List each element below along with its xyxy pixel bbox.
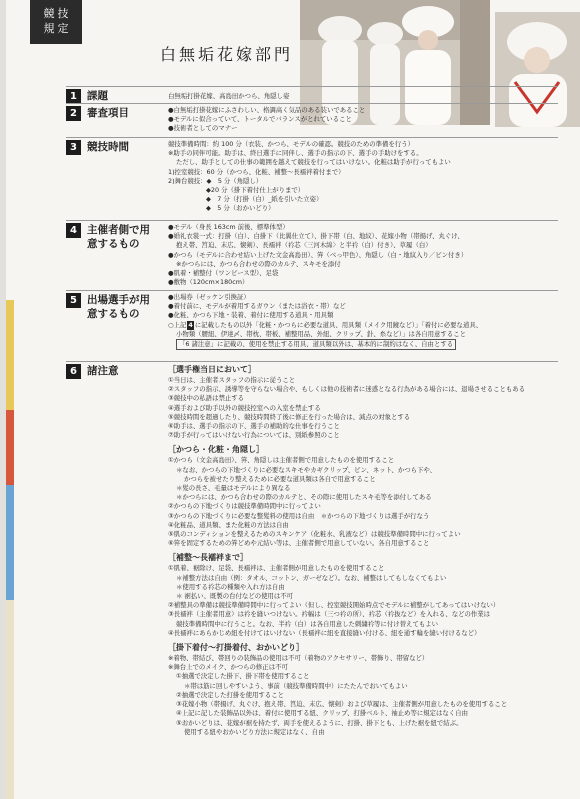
section-4-head bbox=[66, 223, 157, 251]
section-number: 6 bbox=[66, 364, 81, 379]
text-line: ●モデル（身長 163cm 前後、標準体型） bbox=[168, 223, 289, 231]
text-line: ※着物、帯結び、帯回りの装飾品の使用は不可（着物のアクセサリー、帯飾り、帯留など） bbox=[168, 654, 429, 663]
text-line: ③かつらの下地づくりに必要な整髪料の使用は自由 ＊かつらの下地づくりは選手が行なう bbox=[168, 511, 430, 520]
subsection-heading: ［かつら・化粧・角隠し］ bbox=[168, 445, 264, 455]
index-tab-blue bbox=[6, 485, 14, 600]
section-3-head bbox=[66, 140, 157, 155]
text-line: ②スタッフの指示、誘導等を守らない場合や、もしくは他の技術者に迷惑となる行為がある場合には、退場させることもある bbox=[168, 385, 526, 394]
index-tab-red bbox=[6, 410, 14, 485]
text-line: 1)控室競技：60 分（かつら、化粧、補整～長襦袢着付まで） bbox=[168, 167, 345, 176]
section-6-head bbox=[66, 364, 157, 379]
subsection-heading: ［補整～長襦袢まで］ bbox=[168, 553, 248, 563]
text-line: ④化粧品、道具類、また化粧の方法は自由 bbox=[168, 520, 289, 529]
page-title: 白無垢花嫁部門 bbox=[160, 45, 294, 64]
text-line: ●白無垢打掛花嫁にふさわしい、格調高く気品のある装いであること bbox=[168, 106, 366, 114]
text-line: ※舞台上でのメイク、かつらの修正は不可 bbox=[168, 663, 288, 672]
text-line: ＊かつらには、かつら合わせの際のカルテと、その際に使用したスキ毛等を添付してある bbox=[176, 493, 432, 502]
category-label bbox=[30, 0, 82, 44]
section-1-head bbox=[66, 89, 157, 104]
text-line: ＊補整方法は自由（例：タオル、コットン、ガーゼなど）。なお、補整はしてもしなくてもよい bbox=[176, 573, 447, 582]
text-line: ●技術者としてのマナー bbox=[168, 124, 238, 133]
section-1-body bbox=[168, 92, 558, 101]
text-line: ただし、助手としての仕事の範囲を越えて競技を行ってはいけない。化粧は助手が行ってもよい bbox=[176, 158, 451, 167]
text-line: ●出場券（ゼッケン引換証） bbox=[168, 293, 250, 301]
text-line: ●化粧、かつら下地・装着、着付に使用する道具・用具類 bbox=[168, 311, 334, 320]
text-line: ●敷物（120cm×180cm） bbox=[168, 278, 249, 287]
section-2-body bbox=[168, 106, 558, 134]
text-line: ①当日は、主催者スタッフの指示に従うこと bbox=[168, 376, 296, 384]
text-line: ④上記に記した装飾品以外は、着付に使用する紐、クリップ、打掛ベルト、袖止め等に規定はなく自由 bbox=[176, 709, 468, 718]
section-number: 1 bbox=[66, 89, 81, 104]
text-line: ●着付前に、モデルが着用するガウン（または浴衣・帯）など bbox=[168, 302, 346, 311]
text-line: ※助手の同伴可能。助手は、終日選手に同伴し、選手の指示の下、選手の手助けをする。 bbox=[168, 149, 423, 158]
section-title: 審査項目 bbox=[87, 107, 129, 119]
text-line: ④選手および助手以外の競技控室への入室を禁止する bbox=[168, 403, 321, 412]
text-line: ◆ 5 分（おかいどり） bbox=[206, 204, 275, 213]
section-5-head bbox=[66, 293, 157, 321]
text-line: ③競技中の私語は禁止する bbox=[168, 394, 245, 403]
text-line: 小物類（腰紐、伊達〆、帯枕、帯板、補整用品、外紐、クリップ、針、糸など）」は各自用意すること bbox=[176, 329, 466, 338]
text-line: ●婚礼衣裳一式：打掛（白）、白掛下（比翼仕立て）、掛下帯（白、地紋）、花嫁小物（帯揚げ、丸ぐけ、 bbox=[168, 232, 464, 241]
text-line: ⑦助手が行ってはいけない行為については、別紙参照のこと bbox=[168, 431, 340, 440]
ref-text: に記載したもの以外「化粧・かつらに必要な道具、用具類（メイク用鏡など）」「着付に必要な道具、 bbox=[194, 320, 483, 329]
text-line: 白無垢打掛花嫁、高島田かつら、角隠し姿 bbox=[168, 92, 290, 100]
text-line: ＊使用する衿芯の種類や入れ方は自由 bbox=[176, 582, 285, 591]
section-title: 競技時間 bbox=[87, 141, 129, 153]
text-line: ③花嫁小物（帯揚げ、丸ぐけ、抱え帯、筥迫、末広、懐剣）および草履は、主催者側が用意したものを使用すること bbox=[176, 700, 508, 709]
text-line: ◆ 7 分（打掛（白）_紙を引いた立姿） bbox=[206, 195, 323, 204]
text-line: ⑤肌のコンディションを整えるためのスキンケア（化粧水、乳液など）は競技準備時間中に行ってよい bbox=[168, 530, 461, 539]
text-line: 2)舞台競技：◆ 5 分（角隠し） bbox=[168, 176, 263, 185]
text-line bbox=[168, 321, 558, 330]
text-line: ＊ 裾払い、既製の台付などの使用は不可 bbox=[176, 592, 294, 601]
text-line: ●かつら（モデルに合わせ結い上げた文金高島田）、笄（べっ甲色）、角隠し（白・地紋入り／ピン付き） bbox=[168, 250, 468, 259]
section-3-body bbox=[168, 140, 558, 214]
text-line: ②かつらの下地づくりは競技準備時間中に行ってよい bbox=[168, 502, 321, 511]
subsection-heading: ［選手権当日において］ bbox=[168, 365, 256, 374]
text-line: ⑤おかいどりは、花嫁が裾を持たず、両手を使えるように、打掛、掛下とも、上げた裾を紐で結ぶ。 bbox=[176, 718, 463, 727]
section-6-body bbox=[168, 364, 558, 737]
notice-ref-box: 「6 諸注意」に記載の、使用を禁止する用具、道具類以外は、基本的に制約はなく、自由とする bbox=[176, 339, 456, 350]
text-line: ④長襦袢にあらかじめ紐を付けてはいけない（長襦袢に紐を直接縫い付ける、紐を通す輪を縫い付けるなど） bbox=[168, 628, 481, 637]
category-label-line2: 規定 bbox=[43, 22, 72, 35]
text-line: 競技準備時間中に行うこと。なお、半衿（白）は各自用意した刺繍衿等に付け替えてもよい bbox=[176, 619, 439, 628]
subsection-heading: ［掛下着付～打掛着付、おかいどり］ bbox=[168, 643, 304, 653]
text-line: 使用する紐やおかいどり方法に規定はなく、自由 bbox=[184, 727, 325, 736]
text-line: ①肌着、裾除け、足袋、長襦袢は、主催者側が用意したものを使用すること bbox=[168, 564, 385, 573]
section-4-body bbox=[168, 223, 558, 287]
text-line: 抱え帯、筥迫、末広、懐剣）、長襦袢（衿芯〈三河木綿〉と半衿（白）付き）、草履（白） bbox=[176, 241, 432, 250]
index-tab-beige bbox=[6, 600, 14, 799]
text-line: ●モデルに似合っていて、トータルでバランスがとれていること bbox=[168, 115, 352, 124]
divider bbox=[66, 137, 558, 138]
text-line: ⑤競技時間を超過したり、競技時間終了後に修正を行った場合は、減点の対象とする bbox=[168, 412, 411, 421]
section-number: 3 bbox=[66, 140, 81, 155]
section-title: 出場選手が用意するもの bbox=[87, 294, 150, 320]
text-line: ⑥笄を固定するための笄どめや元結い等は、主催者側で用意していない。各自用意すること bbox=[168, 539, 430, 548]
text-line: ◆20 分（掛下着付仕上がりまで） bbox=[206, 186, 305, 195]
text-line: ＊髪の長さ、毛量はモデルにより異なる bbox=[176, 484, 291, 493]
section-title: 課題 bbox=[87, 90, 108, 102]
divider bbox=[66, 103, 558, 104]
text-line: かつらを被せたり整えるために必要な道具類は各自で用意すること bbox=[184, 474, 376, 483]
text-line: 競技準備時間：約 100 分（衣装、かつら、モデルの確認。競技のための準備を行う） bbox=[168, 140, 415, 148]
section-number: 4 bbox=[66, 223, 81, 238]
section-2-head bbox=[66, 106, 157, 121]
section-title: 主催者側で用意するもの bbox=[87, 224, 150, 250]
text-line: ①かつら（文金高島田）、笄、角隠しは主催者側で用意したものを使用すること bbox=[168, 456, 395, 465]
section-number: 5 bbox=[66, 293, 81, 308]
section-title: 諸注意 bbox=[87, 365, 119, 377]
text-line: ③長襦袢（主催者用意）は衿を縫いつけない。衿幅は（三つ衿の所）、衿芯（衿抜など）を入れる、などの作業は bbox=[168, 610, 491, 619]
text-line: ※かつらには、かつら合わせの際のカルテ、スキモを添付 bbox=[176, 259, 341, 268]
text-line: ＊なお、かつらの下地づくりに必要なスキモやカギクリップ、ピン、ネット、かつら下や、 bbox=[176, 465, 437, 474]
text-line: ②抽選で決定した打掛を使用すること bbox=[176, 690, 284, 699]
text-line: ＊帯は筋に回しやすいよう、事前（競技準備時間中）にたたんでおいてもよい bbox=[184, 681, 408, 690]
text-line: ⑥助手は、選手の指示の下、選手の補助的な仕事を行うこと bbox=[168, 422, 340, 431]
section-ref-box: 4 bbox=[188, 320, 193, 329]
text-line: ②補整具の準備は競技準備時間中に行ってよい（但し、控室競技開始時点でモデルに補整がしてあってはいけない） bbox=[168, 601, 500, 610]
index-tabs bbox=[6, 300, 14, 799]
divider bbox=[66, 86, 558, 87]
text-line bbox=[168, 339, 558, 350]
ref-prefix: ○上記 bbox=[168, 320, 187, 329]
index-tab-yellow bbox=[6, 300, 14, 410]
section-number: 2 bbox=[66, 106, 81, 121]
text-line: ●肌着・補整付（ワンピース型）、足袋 bbox=[168, 269, 279, 278]
section-5-body bbox=[168, 293, 558, 350]
divider bbox=[66, 361, 558, 362]
divider bbox=[66, 220, 558, 221]
category-label-line1: 競技 bbox=[43, 7, 72, 20]
divider bbox=[66, 290, 558, 291]
text-line: ①抽選で決定した掛下、掛下帯を使用すること bbox=[176, 672, 310, 681]
